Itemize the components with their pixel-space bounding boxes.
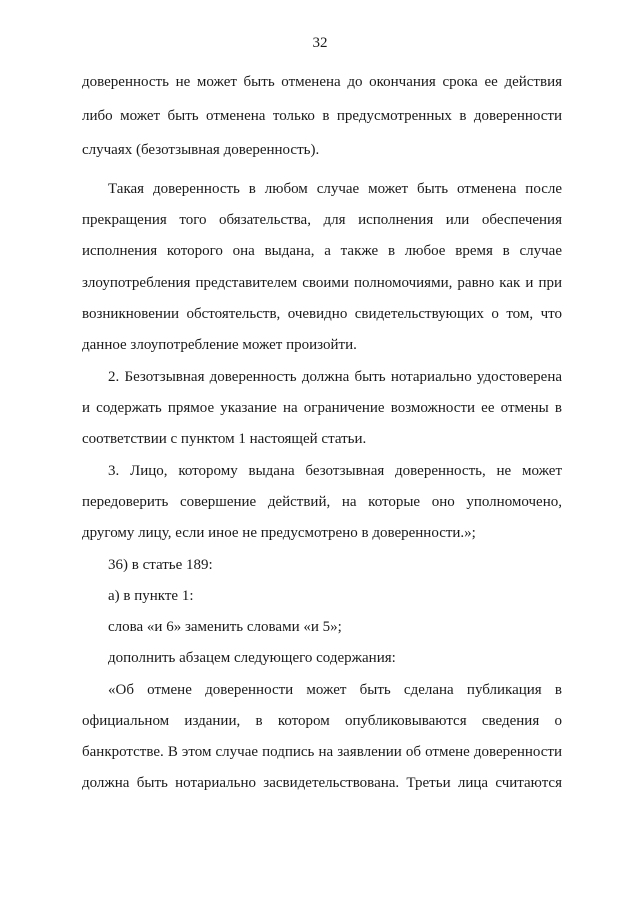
text-line: другому лицу, если иное не предусмотрено в доверенности.»; — [82, 525, 476, 541]
text-line: слова «и 6» заменить словами «и 5»; — [108, 619, 342, 635]
text-line: возникновении обстоятельств, очевидно свидетельствующих о том, что — [82, 306, 562, 322]
text-line: «Об отмене доверенности может быть сделана публикация в — [108, 682, 562, 698]
text-line: либо может быть отменена только в предусмотренных в доверенности — [82, 108, 562, 124]
text-line: официальном издании, в котором опубликовываются сведения о — [82, 713, 562, 729]
text-line: соответствии с пунктом 1 настоящей статьи. — [82, 431, 367, 447]
text-line: злоупотребления представителем своими полномочиями, равно как и при — [82, 275, 562, 291]
text-line: доверенность не может быть отменена до окончания срока ее действия — [82, 74, 562, 90]
text-line: банкротстве. В этом случае подпись на заявлении об отмене доверенности — [82, 744, 562, 760]
text-line: прекращения того обязательства, для исполнения или обеспечения — [82, 212, 562, 228]
text-line: Такая доверенность в любом случае может быть отменена после — [108, 181, 562, 197]
text-line: 2. Безотзывная доверенность должна быть нотариально удостоверена — [108, 369, 562, 385]
text-line: 36) в статье 189: — [108, 557, 213, 573]
text-line: данное злоупотребление может произойти. — [82, 337, 357, 353]
text-line: дополнить абзацем следующего содержания: — [108, 650, 396, 666]
text-line: и содержать прямое указание на ограничение возможности ее отмены в — [82, 400, 562, 416]
text-line: должна быть нотариально засвидетельствована. Третьи лица считаются — [82, 775, 562, 791]
text-line: а) в пункте 1: — [108, 588, 194, 604]
text-line: исполнения которого она выдана, а также в любое время в случае — [82, 243, 562, 259]
text-line: 3. Лицо, которому выдана безотзывная доверенность, не может — [108, 463, 562, 479]
text-line: случаях (безотзывная доверенность). — [82, 142, 320, 158]
text-line: передоверить совершение действий, на которые оно уполномочено, — [82, 494, 562, 510]
page-number: 32 — [312, 35, 328, 51]
